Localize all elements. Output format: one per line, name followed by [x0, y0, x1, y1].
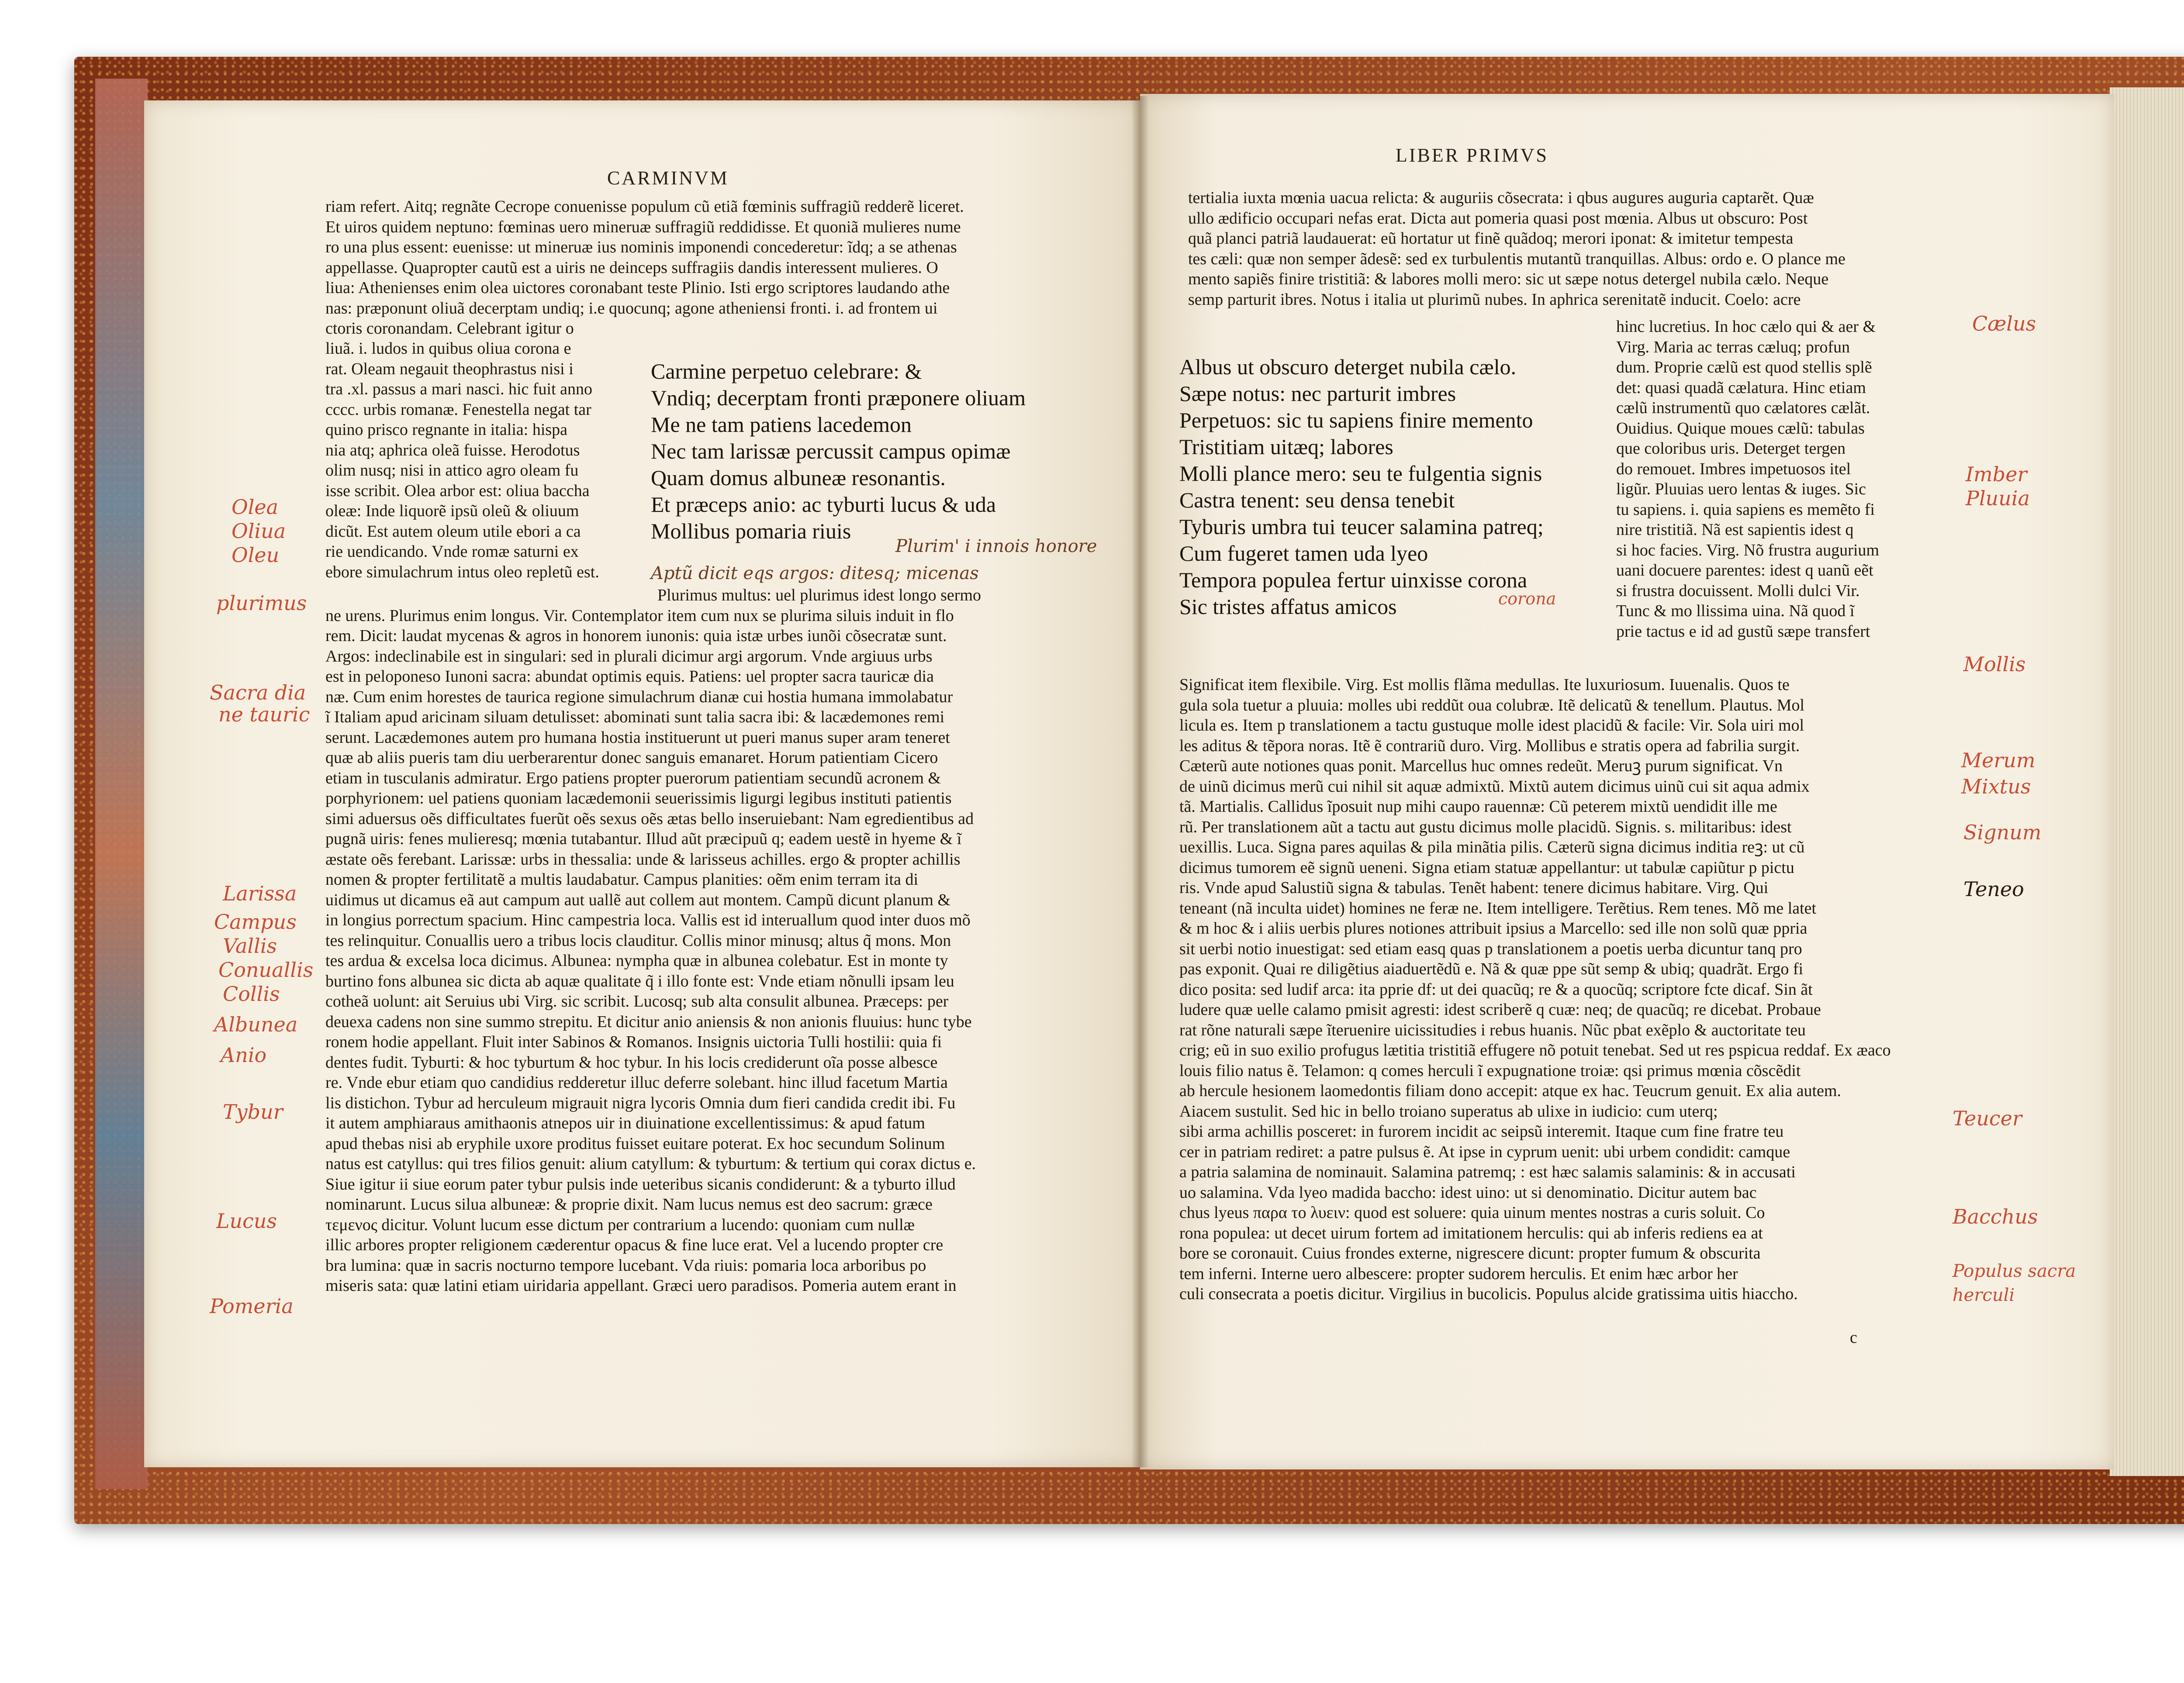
commentary-line: tertialia iuxta mœnia uacua relicta: & auguriis cõsecrata: i qbus augures auguria captarẽt. Quæ — [1188, 189, 1814, 207]
marginal-note: Pomeria — [210, 1294, 294, 1318]
commentary-line: liua: Athenienses enim olea uictores coronabant teste Plinio. Isti ergo scriptores laudando athe — [325, 279, 950, 297]
commentary-line: ligũr. Pluuias uero lentas & iuges. Sic — [1616, 480, 1866, 498]
commentary-line: cotheã uolunt: ait Seruius ubi Virg. sic scribit. Lucosq; sub alta consulit albunea. Præceps: per — [325, 992, 949, 1010]
commentary-line: bra lumina: quæ in sacris nocturno tempore lucebant. Vda riuis: pomaria loca arboribus po — [325, 1256, 926, 1275]
handwritten-gloss: Aptũ dicit eqs argos: ditesq; micenas — [651, 563, 979, 583]
verse-line: Albus ut obscuro deterget nubila cælo. — [1179, 355, 1517, 379]
verse-annotation: corona — [1498, 589, 1556, 608]
marginal-note: ne tauric — [218, 703, 310, 726]
commentary-line: Cæterũ aute notiones quas ponit. Marcellus huc omnes redeũt. Meruꝫ purum significat. Vn — [1179, 757, 1783, 775]
commentary-line: sibi arma achillis posceret: in furorem incidit ac seipsũ interemit. Itaque cum fine fratre teu — [1179, 1122, 1784, 1141]
commentary-line: τεμενος dicitur. Volunt lucum esse dictum per contrarium a lucendo: quoniam cum nullæ — [325, 1215, 915, 1234]
left-commentary-bottom — [325, 585, 981, 1296]
commentary-line: nire tristitiã. Nã est sapientis idest q — [1616, 521, 1854, 539]
commentary-line: uidimus ut dicamus eã aut campum aut uallẽ aut collem aut montem. Campũ dicunt planum & — [325, 890, 951, 909]
commentary-line: simi aduersus oẽs difficultates fuerũt oẽs sexus oẽs ætas bello inseruiebant: Nam egredientibus ad — [325, 809, 974, 828]
commentary-line: dum. Proprie cælũ est quod stellis splẽ — [1616, 358, 1872, 376]
commentary-line: tra .xl. passus a mari nasci. hic fuit anno — [325, 380, 593, 398]
verse-line: Et præceps anio: ac tyburti lucus & uda — [651, 492, 996, 517]
commentary-line: appellasse. Quapropter cautũ est a uiris ne deinceps suffragiis dandis interessent mulieres. O — [325, 258, 938, 277]
commentary-line: louis filio natus ẽ. Telamon: q comes herculi ĩ expugnatione troiæ: qsi primus mœnia cõscẽdit — [1179, 1061, 1801, 1080]
marginal-note: plurimus — [216, 591, 307, 615]
commentary-line: sit uerbi notio inuestigat: sed etiam easq quas p translationem a poetis uerba dicuntur tanq pro — [1179, 939, 1802, 958]
commentary-line: liuã. i. ludos in quibus oliua corona e — [325, 339, 571, 358]
marginal-note: Cælus — [1972, 312, 2036, 335]
commentary-line: ro una plus essent: euenisse: ut mineruæ ius nominis imponendi concederetur: ĩdq; a se athenas — [325, 238, 957, 256]
verse-line: Molli plance mero: seu te fulgentia signis — [1179, 461, 1542, 486]
commentary-line: natus est catyllus: qui tres filios genuit: alium catyllum: & tyburtum: & tertium qui corax dictus e. — [325, 1155, 976, 1173]
commentary-line: rũ. Per translationem aũt a tactu aut gustu dicimus molle placidũ. Signis. s. militaribus: idest — [1179, 817, 1792, 836]
verse-line: Vndiq; decerptam fronti præponere oliuam — [651, 386, 1026, 410]
marginal-note: Anio — [221, 1043, 267, 1067]
commentary-line: ris. Vnde apud Salustiũ signa & tabulas. Tenẽt habent: tenere dicimus habitare. Virg. Qui — [1179, 879, 1769, 897]
commentary-line: ebore simulachrum intus oleo repletũ est. — [325, 562, 599, 581]
marginal-note: Teneo — [1963, 877, 2024, 901]
commentary-line: deuexa cadens non sine summo strepitu. Et dicitur anio aniensis & non anionis fluuius: hunc tybe — [325, 1012, 972, 1031]
commentary-line: Plurimus multus: uel plurimus idest longo sermo — [657, 586, 981, 604]
commentary-line: hinc lucretius. In hoc cælo qui & aer & — [1616, 317, 1876, 336]
commentary-line: dicimus tumorem eẽ signũ ueneni. Signa etiam statuæ appellantur: ut tabulæ capiũtur p pictu — [1179, 858, 1794, 877]
commentary-line: si frustra docuissent. Molli dulci Vir. — [1616, 581, 1860, 600]
verse-line: Nec tam larissæ percussit campus opimæ — [651, 439, 1011, 463]
commentary-line: nas: præponunt oliuã decerptam undiq; i.e quocunq; agone atheniensi fronti. i. ad frontem ui — [325, 299, 938, 317]
right-running-header: LIBER PRIMVS — [1396, 145, 1548, 166]
commentary-line: a patria salamina de nominauit. Salamina patremq; : est hæc salamis salaminis: & in accusati — [1179, 1163, 1796, 1181]
commentary-line: ullo ædificio occupari nefas erat. Dicta aut pomeria quasi post mœnia. Albus ut obscuro: Post — [1188, 209, 1808, 228]
verse-line: Mollibus pomaria riuis — [651, 519, 851, 543]
commentary-line: olim nusq; nisi in attico agro oleam fu — [325, 461, 579, 479]
marginal-note: Merum — [1961, 748, 2035, 772]
marginal-note: Olea — [232, 495, 279, 519]
commentary-line: crig; eũ in suo exilio profugus lætitia tristitiã effugere nõ potuit tenebat. Sed ut res pspicua reddaf. Ex æaco — [1179, 1041, 1891, 1059]
commentary-line: ludere quæ uelle calamo pmisit agresti: idest scriberẽ q cuæ: neq; de quacũq; re dicebat. Probaue — [1179, 1000, 1821, 1019]
marginal-note: Sacra dia — [210, 681, 306, 704]
marginal-note: Oliua — [232, 519, 286, 543]
commentary-line: det: quasi quadã cælatura. Hinc etiam — [1616, 378, 1866, 397]
commentary-line: ctoris coronandam. Celebrant igitur o — [325, 319, 574, 338]
commentary-line: ne urens. Plurimus enim longus. Vir. Contemplator item cum nux se plurima siluis induit in flo — [325, 606, 954, 625]
fore-edge-pages — [2110, 87, 2184, 1476]
marginal-note: Conuallis — [218, 958, 314, 982]
commentary-line: Argos: indeclinabile est in singulari: sed in plurali dicimur argi argorum. Vnde argiuus urbs — [325, 647, 933, 666]
commentary-line: quæ ab aliis pueris tam diu uerberarentur donec sanguis emanaret. Horum patientiam Cicero — [325, 748, 938, 767]
commentary-line: quã planci patriã laudauerat: eũ hortatur ut finẽ quãdoq; merori iponat: & imitetur tempesta — [1188, 229, 1794, 248]
right-commentary-bottom — [1179, 675, 1891, 1304]
marginal-note: Signum — [1963, 821, 2042, 844]
verse-line: Carmine perpetuo celebrare: & — [651, 359, 922, 383]
commentary-line: ronem hodie appellant. Fluit inter Sabinos & Romanos. Insignis uictoria Tulli hostilii: quia fi — [325, 1033, 942, 1051]
commentary-line: miseris sata: quæ latini etiam uiridaria appellant. Græci uero paradisos. Pomeria autem erant in — [325, 1276, 957, 1295]
commentary-line: porphyrionem: uel patiens quoniam lacædemonii seuerissimis ligurgi legibus instituti patientis — [325, 789, 952, 807]
right-commentary-narrow — [1616, 317, 1879, 641]
commentary-line: Siue igitur ii siue eorum pater tybur pulsis inde ueteribus sicanis condiderunt: & a tyburto illud — [325, 1175, 956, 1193]
commentary-line: tes ardua & excelsa loca dicimus. Albunea: nympha quæ in albunea colebatur. Est in monte ty — [325, 952, 948, 970]
handwritten-gloss: Plurim' i innois honore — [895, 536, 1097, 556]
marginal-note: Imber — [1966, 462, 2027, 486]
verse-line: Castra tenent: seu densa tenebit — [1179, 488, 1455, 512]
marginal-note: Albunea — [214, 1013, 298, 1036]
commentary-line: oleæ: Inde liquorẽ ipsũ oleũ & oliuum — [325, 502, 579, 520]
commentary-line: chus lyeus παρα το λυειν: quod est soluere: quia uinum mentes nostras a curis soluit. Co — [1179, 1204, 1765, 1222]
commentary-line: que coloribus uris. Deterget tergen — [1616, 439, 1846, 458]
commentary-line: dentes fudit. Tyburti: & hoc tyburtum & hoc tybur. In his locis crediderunt oĩa posse albesce — [325, 1053, 938, 1072]
marginal-note: Mixtus — [1961, 775, 2031, 798]
verse-line: Sic tristes affatus amicos — [1179, 594, 1397, 619]
commentary-line: quino prisco regnante in italia: hispa — [325, 421, 568, 439]
commentary-line: bore se coronauit. Cuius frondes externe, nigrescere dicunt: propter fumum & obscurita — [1179, 1244, 1761, 1262]
commentary-line: rem. Dicit: laudat mycenas & agros in honorem iunonis: quia istæ urbes iunõi cõsecratæ sunt. — [325, 627, 947, 645]
commentary-line: culi consecrata a poetis dicitur. Virgilius in bucolicis. Populus alcide gratissima uitis hiaccho. — [1179, 1285, 1798, 1303]
verse-line: Tyburis umbra tui teucer salamina patreq; — [1179, 514, 1544, 539]
commentary-line: Ouidius. Quique moues cælũ: tabulas — [1616, 419, 1865, 438]
commentary-line: cælũ instrumentũ quo cælatores cælãt. — [1616, 399, 1870, 417]
marginal-note: Vallis — [223, 934, 277, 958]
commentary-line: tem inferni. Interne uero albescere: propter sudorem herculis. Et enim hæc arbor her — [1179, 1264, 1738, 1283]
marginal-note: Bacchus — [1952, 1205, 2038, 1228]
commentary-line: tes cæli: quæ non semper ãdesẽ: sed ex turbulentis mutantũ tranquillas. Albus: ordo e. O plance me — [1188, 249, 1845, 268]
commentary-line: pas exponit. Quai re diligẽtius aiaduertẽdũ e. Nã & quæ ppe sũt semp & ubiq; quadrãt. Ergo fi — [1179, 960, 1804, 978]
commentary-line: rona populea: ut decet uirum fortem ad imitationem herculis: qui ab inferis rediens ea at — [1179, 1224, 1763, 1242]
commentary-line: pugnã uiris: fenes mulieresq; mœnia tutabantur. Illud aũt præcipuũ q; eadem uestẽ in hyeme & ĩ — [325, 830, 962, 848]
marginal-note: Mollis — [1963, 652, 2026, 676]
marginal-note: Tybur — [223, 1100, 283, 1124]
commentary-line: burtino fons albunea sic dicta ab aquæ qualitate q̃ i illo fonte est: Vnde etiam nõnulli ipsam leu — [325, 972, 954, 990]
marginal-note: Populus sacra — [1952, 1261, 2076, 1281]
commentary-line: & m hoc & i aliis uerbis plures notiones attribuit ipsius a Marcello: sed ille non solũ quæ ppria — [1179, 919, 1807, 938]
marginal-note: Oleu — [232, 543, 280, 567]
commentary-line: les aditus & tẽpora noras. Itẽ ẽ contrariũ duro. Virg. Mollibus e stratis opera ad fabrilia surgit. — [1179, 736, 1800, 755]
commentary-line: Aiacem sustulit. Sed hic in bello troiano superatus ab ulixe in iudicio: cum uterq; — [1179, 1102, 1718, 1121]
commentary-line: prie tactus e id ad gustũ sæpe transfert — [1616, 622, 1870, 641]
gutter-shadow — [1131, 96, 1149, 1467]
right-commentary-top — [1188, 188, 1845, 310]
commentary-line: cccc. urbis romanæ. Fenestella negat tar — [325, 400, 591, 419]
commentary-line: etiam in tusculanis admiratur. Ergo patiens propter puerorum patientiam secundũ acronem & — [325, 769, 941, 787]
commentary-line: ĩ Italiam apud aricinam siluam detulisset: abominati sunt talia sacra ibi: & lacædemones remi — [325, 708, 945, 726]
commentary-line: rie uendicando. Vnde romæ saturni ex — [325, 542, 579, 561]
commentary-line: Tunc & mo llissima uina. Nã quod ĩ — [1616, 602, 1855, 620]
commentary-line: it autem amphiaraus amithaonis atnepos uir in diuinatione excellentissimus: & apud fatum — [325, 1114, 925, 1132]
commentary-line: uexillis. Luca. Signa pares aquilas & pila minãtia pilis. Cæterũ signa dicimus inditia reꝫ: ut cũ — [1179, 838, 1805, 856]
verse-line: Perpetuos: sic tu sapiens finire memento — [1179, 408, 1533, 432]
left-running-header: CARMINVM — [607, 167, 729, 189]
marginal-note: Larissa — [223, 882, 297, 905]
left-commentary-narrow — [325, 338, 599, 582]
commentary-line: rat. Oleam negauit theophrastus nisi i — [325, 359, 574, 378]
marginal-note: Lucus — [216, 1209, 277, 1233]
commentary-line: dicũt. Est autem oleum utile ebori a ca — [325, 522, 581, 541]
verse-line: Tempora populea fertur uinxisse corona — [1179, 568, 1527, 592]
commentary-line: tes relinquitur. Conuallis uero a tribus locis clauditur. Collis minor minusq; altus q̃ mons. Mon — [325, 931, 951, 950]
marginal-note: herculi — [1952, 1285, 2015, 1305]
verse-line: Me ne tam patiens lacedemon — [651, 412, 912, 437]
commentary-line: teneant (nã inculta uidet) homines ne feræ ne. Item intelligere. Terẽtius. Rem tenes. Mõ me latet — [1179, 899, 1817, 917]
marbled-endpaper — [95, 79, 148, 1489]
commentary-line: in longius porrectum spacium. Hinc campestria loca. Vallis est id interuallum quod inter duos mõ — [325, 911, 971, 929]
commentary-line: uani docuere parentes: idest q uanũ eẽt — [1616, 561, 1873, 579]
verse-line: Sæpe notus: nec parturit imbres — [1179, 381, 1456, 406]
commentary-line: tu sapiens. i. quia sapiens es memẽto fi — [1616, 500, 1875, 519]
commentary-line: tã. Martialis. Callidus ĩposuit nup mihi caupo rauennæ: Cũ peterem mixtũ uendidit ille me — [1179, 797, 1777, 816]
commentary-line: uo salamina. Vda lyeo madida baccho: idest uino: ut si denominatio. Dicitur autem bac — [1179, 1183, 1757, 1202]
commentary-line: serunt. Lacædemones autem pro humana hostia instituerunt ut pueri manus super aram teneret — [325, 728, 950, 747]
commentary-line: ab hercule hesionem laomedontis filiam dono accepit: atque ex hac. Teucrum genuit. Ex alia autem. — [1179, 1082, 1842, 1100]
verse-line: Tristitiam uitæq; labores — [1179, 435, 1393, 459]
commentary-line: illic arbores propter religionem cæderentur opacus & fine luce erat. Vel a lucendo propter cre — [325, 1236, 943, 1254]
commentary-line: mento sapiẽs finire tristitiã: & labores molli mero: sic ut sæpe notus detergel nubila cælo. Neque — [1188, 270, 1829, 288]
commentary-line: apud thebas nisi ab eryphile uxore proditus fuisset euitare poterat. Ex hoc secundum Solinum — [325, 1134, 945, 1153]
commentary-line: Significat item flexibile. Virg. Est mollis flãma medullas. Ite luxuriosum. Iuuenalis. Quos te — [1179, 676, 1790, 694]
commentary-line: dico posita: sed ludif arca: ita pprie df: ut dei quacũq; re & a quocũq; scriptore fcte dicaf. Sin ãt — [1179, 980, 1813, 999]
commentary-line: næ. Cum enim horestes de taurica regione simulachrum dianæ cui hostia humana immolabatur — [325, 687, 953, 706]
commentary-line: nomen & propter fertilitatẽ a multis laudabatur. Campus planities: oẽm enim terram ita di — [325, 870, 919, 889]
commentary-line: do remouet. Imbres impetuosos itel — [1616, 459, 1851, 478]
marginal-note: Pluuia — [1966, 486, 2030, 510]
verse-line: Cum fugeret tamen uda lyeo — [1179, 541, 1428, 566]
commentary-line: nia atq; aphrica oleã fuisse. Herodotus — [325, 441, 580, 459]
signature-mark: c — [1850, 1328, 1857, 1347]
marginal-note: Campus — [214, 910, 297, 934]
left-verse-block — [651, 358, 1026, 545]
commentary-line: Virg. Maria ac terras cæluq; profun — [1616, 338, 1850, 356]
commentary-line: licula es. Item p translationem a tactu gustuque molle idest placidũ & facile: Vir. Sola uiri mol — [1179, 716, 1804, 735]
right-verse-block — [1179, 354, 1544, 620]
marginal-note: Collis — [223, 982, 280, 1006]
commentary-line: riam refert. Aitq; regnãte Cecrope conuenisse populum cũ etiã fœminis suffragiũ redderẽ liceret. — [325, 197, 964, 216]
commentary-line: gula sola tuetur a pluuia: molles ubi reddũt oua colubræ. Itẽ delicatũ & tenellum. Plautus. Mol — [1179, 696, 1805, 714]
commentary-line: lis distichon. Tybur ad herculeum migrauit nigra lycoris Omnia dum fieri candida credit ibi. Fu — [325, 1093, 956, 1112]
commentary-line: est in peloponeso Iunoni sacra: abundat optimis equis. Patiens: uel propter sacra tauricæ dia — [325, 667, 934, 686]
commentary-line: Et uiros quidem neptuno: fœminas uero mineruæ suffragiũ reddidisse. Et quoniã mulieres nume — [325, 217, 961, 236]
verse-line: Quam domus albuneæ resonantis. — [651, 466, 946, 490]
commentary-line: nominarunt. Lucus silua albuneæ: & proprie dixit. Nam lucus nemus est deo sacrum: græce — [325, 1195, 933, 1214]
commentary-line: semp parturit ibres. Notus i italia ut plurimũ nubes. In aphrica serenitatẽ inducit. Coelo: acre — [1188, 290, 1801, 309]
commentary-line: æstate oẽs ferebant. Larissæ: urbs in thessalia: unde & larisseus achilles. ergo & propter achillis — [325, 850, 961, 869]
commentary-line: rat rõne naturali sæpe ĩteruenire uicissitudies i rebus huanis. Nũc pbat exẽplo & auctoritate teu — [1179, 1021, 1806, 1039]
commentary-line: isse scribit. Olea arbor est: oliua baccha — [325, 481, 590, 500]
commentary-line: cer in patriam rediret: a patre pulsus ẽ. At ipse in cyprum uenit: ubi urbem condidit: camque — [1179, 1142, 1790, 1161]
commentary-line: re. Vnde ebur etiam quo candidius redderetur illuc deferre solebant. hinc illud facetum Martia — [325, 1073, 948, 1092]
marginal-note: Teucer — [1952, 1107, 2022, 1130]
commentary-line: si hoc facies. Virg. Nõ frustra augurium — [1616, 541, 1880, 559]
left-commentary-top — [325, 197, 964, 339]
commentary-line: de uinũ dicimus merũ cui nihil sit aquæ admixtũ. Mixtũ autem dicimus uinũ cui sit aqua admix — [1179, 777, 1810, 796]
